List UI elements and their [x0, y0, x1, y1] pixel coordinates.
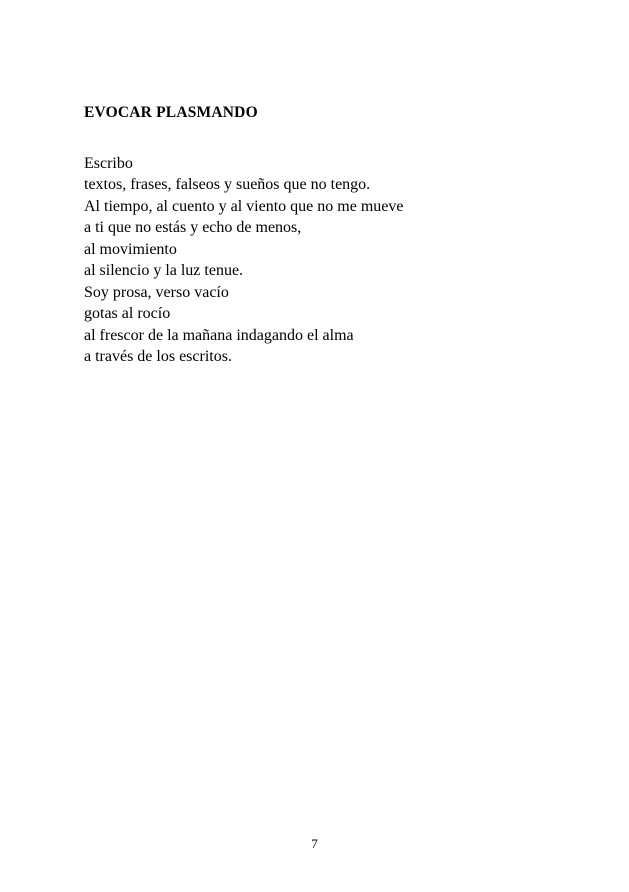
poem-line: a ti que no estás y echo de menos,: [84, 219, 302, 237]
poem-line: Soy prosa, verso vacío: [84, 283, 229, 301]
poem-line: a través de los escritos.: [84, 348, 232, 366]
poem-line: al silencio y la luz tenue.: [84, 262, 244, 280]
poem-title: EVOCAR PLASMANDO: [84, 104, 258, 121]
poem-line: al frescor de la mañana indagando el alma: [84, 326, 354, 344]
poem-line: Al tiempo, al cuento y al viento que no me mueve: [84, 197, 404, 215]
poem-line: al movimiento: [84, 240, 177, 258]
page-number: 7: [311, 836, 318, 851]
poem-block: [84, 104, 544, 368]
poem-line: gotas al rocío: [84, 305, 171, 323]
poem-line: textos, frases, falseos y sueños que no tengo.: [84, 176, 371, 194]
poem-line: Escribo: [84, 154, 133, 172]
poem-body: [84, 153, 544, 368]
